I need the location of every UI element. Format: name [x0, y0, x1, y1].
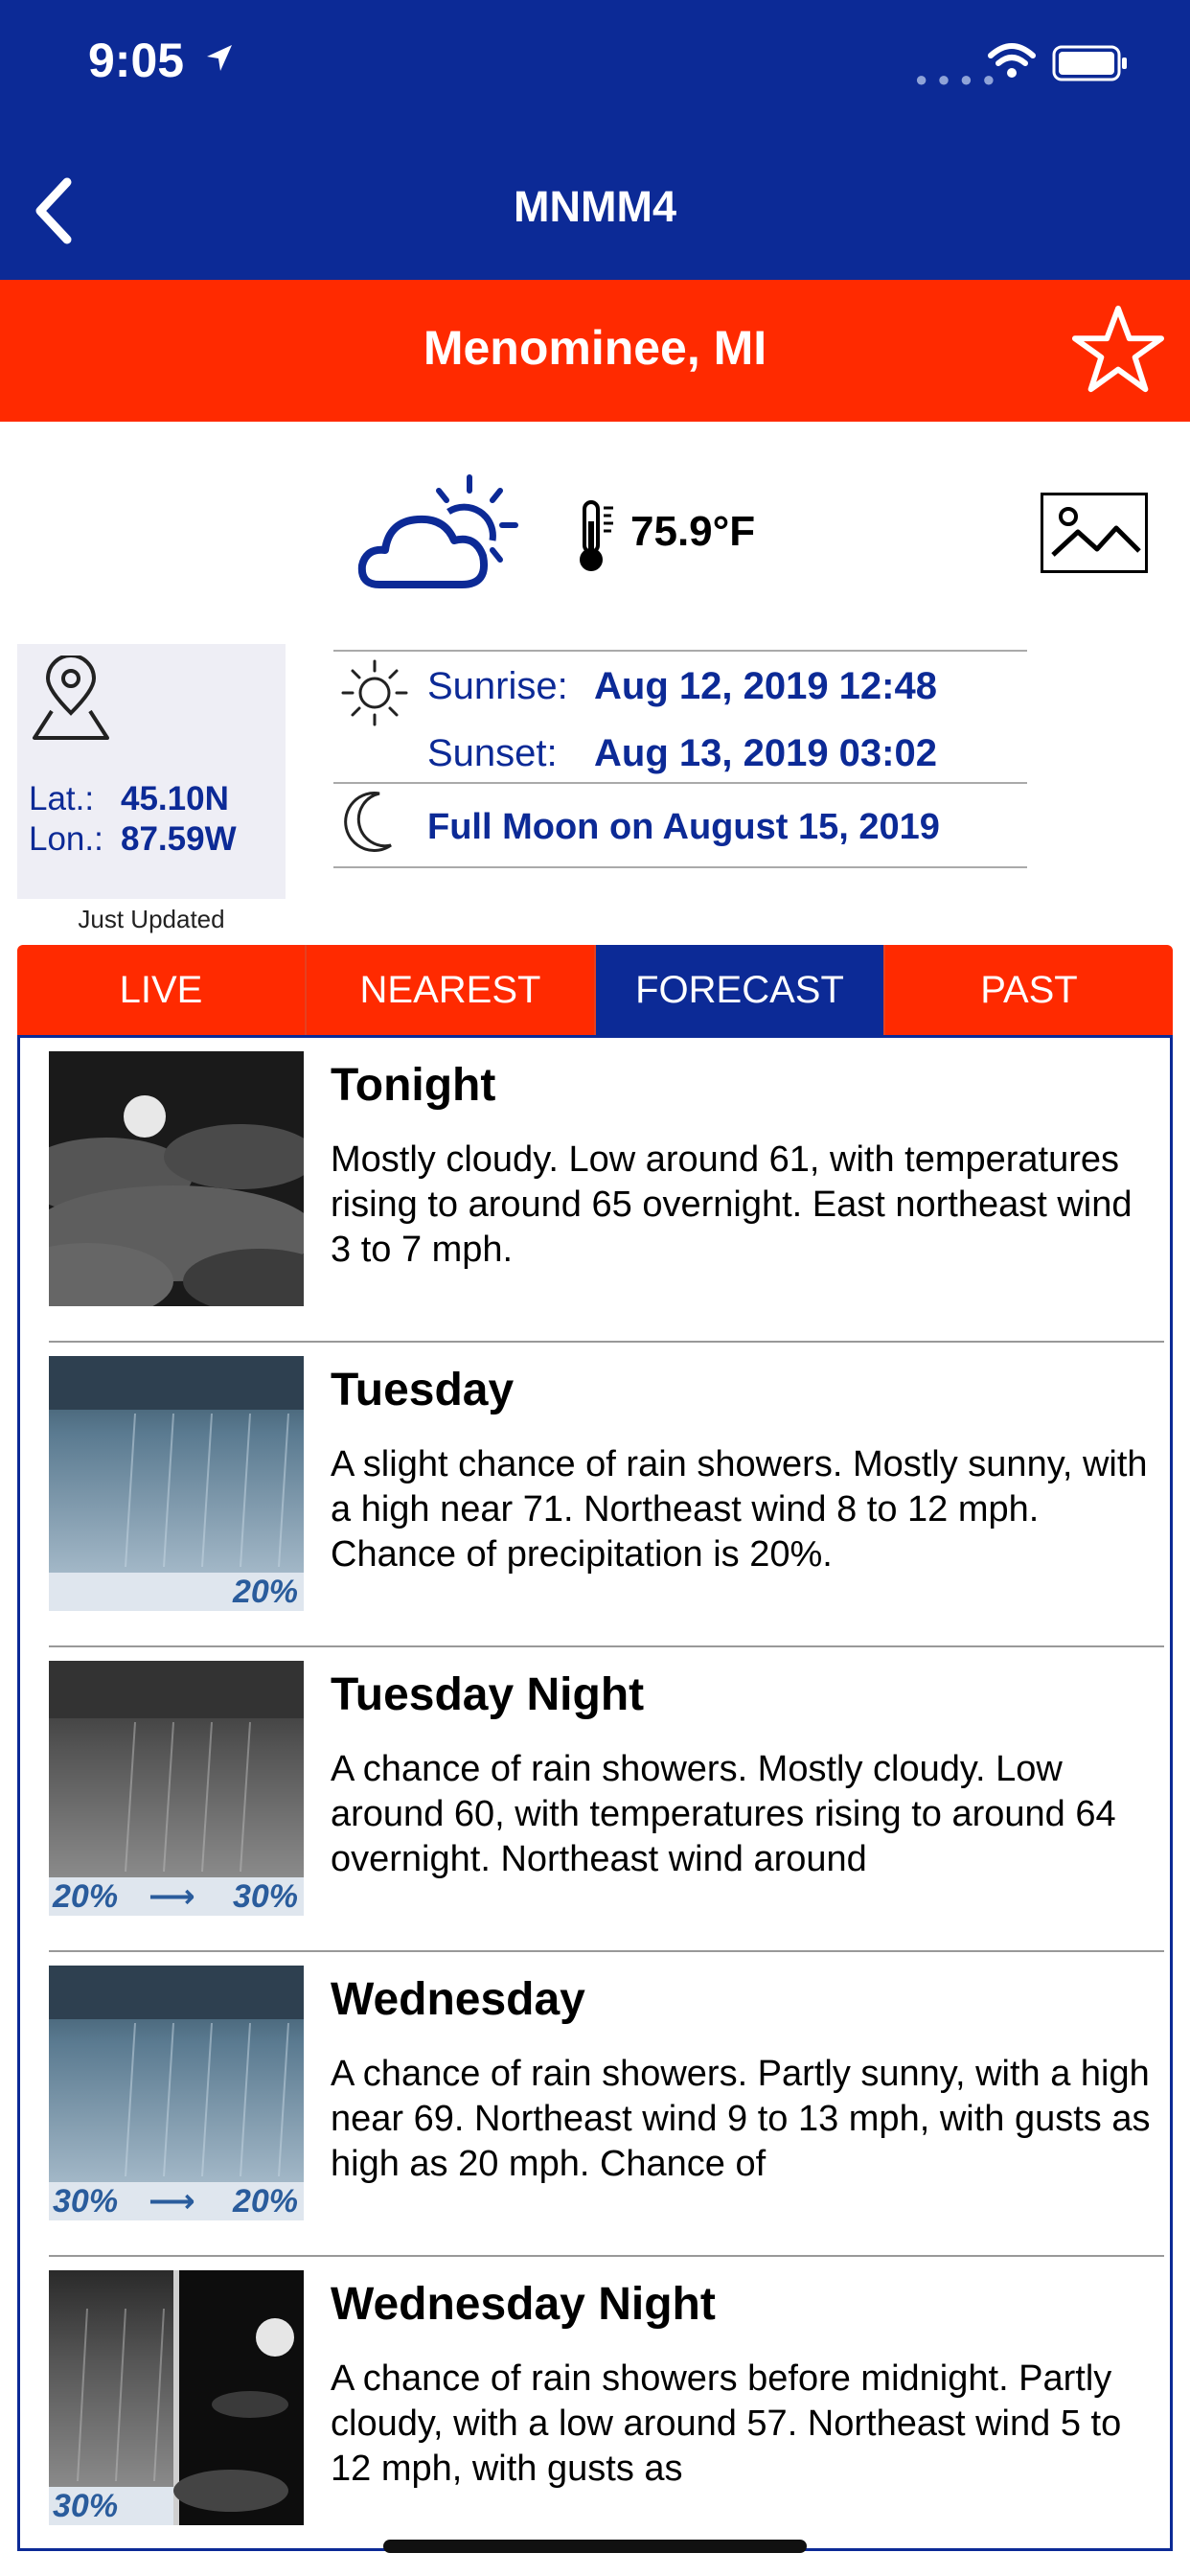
rain-showers-icon: [49, 1966, 304, 2220]
location-title: Menominee, MI: [423, 321, 767, 375]
rain-showers-icon: [49, 1356, 304, 1611]
precip-chance: 30%: [49, 2487, 173, 2525]
home-indicator[interactable]: [383, 2540, 807, 2553]
page-title: MNMM4: [514, 182, 676, 231]
divider: [333, 782, 1027, 784]
forecast-item[interactable]: [49, 1647, 1164, 1952]
station-image-button[interactable]: [1041, 493, 1148, 573]
latitude-value: 45.10N: [121, 780, 229, 817]
divider: [333, 650, 1027, 652]
precip-chance: 20%: [49, 1573, 304, 1611]
rain-showers-night-icon: [49, 1661, 304, 1916]
sunset-value: Aug 13, 2019 03:02: [594, 732, 937, 774]
partly-cloudy-icon: [356, 473, 529, 598]
tab-past[interactable]: PAST: [980, 968, 1078, 1011]
thermometer-icon: [573, 498, 621, 575]
precip-chance: 30% ⟶ 20%: [49, 2182, 304, 2220]
favorite-star-icon[interactable]: [1071, 303, 1165, 397]
forecast-description: A chance of rain showers before midnight. Partly cloudy, with a low around 57. Northeast wind 5 to 12 mph, with gusts as: [331, 2358, 1122, 2489]
status-time: 9:05: [88, 34, 185, 87]
arrow-right-icon: ⟶: [149, 1878, 195, 1915]
forecast-item[interactable]: [49, 2257, 1164, 2551]
forecast-period: Wednesday Night: [331, 2279, 716, 2330]
update-status: Just Updated: [78, 905, 225, 933]
tab-nearest[interactable]: NEAREST: [307, 945, 596, 1035]
sun-icon: [339, 657, 410, 728]
forecast-period: Tonight: [331, 1060, 496, 1111]
forecast-item[interactable]: [49, 1038, 1164, 1343]
forecast-period: Tuesday: [331, 1365, 515, 1415]
precip-chance: 20% ⟶ 30%: [49, 1877, 304, 1916]
forecast-description: A slight chance of rain showers. Mostly sunny, with a high near 71. Northeast wind 8 to 12 mph. Chance of precipitation is 20%.: [331, 1444, 1148, 1575]
forecast-description: A chance of rain showers. Partly sunny, with a high near 69. Northeast wind 9 to 13 mph, with gusts as high as 20 mph. Chance of: [331, 2054, 1151, 2184]
signal-icon: ● ● ● ●: [915, 67, 997, 91]
map-pin-icon: [31, 656, 111, 742]
forecast-list[interactable]: [17, 1035, 1173, 2551]
sunrise-label: Sunrise:: [427, 665, 568, 707]
longitude-value: 87.59W: [121, 820, 237, 858]
battery-icon: [1052, 44, 1131, 82]
divider: [333, 866, 1027, 868]
night-cloudy-icon: [49, 1051, 304, 1306]
location-arrow-icon: [203, 42, 236, 75]
rain-then-clear-night-icon: [49, 2270, 304, 2525]
moon-phase: Full Moon on August 15, 2019: [427, 807, 940, 847]
longitude-label: Lon.:: [29, 820, 103, 858]
latitude-label: Lat.:: [29, 780, 95, 817]
forecast-period: Tuesday Night: [331, 1669, 645, 1720]
forecast-description: A chance of rain showers. Mostly cloudy. Low around 60, with temperatures rising to around 64 overnight. Northeast wind around: [331, 1749, 1116, 1879]
wifi-icon: [987, 42, 1037, 80]
sunrise-value: Aug 12, 2019 12:48: [594, 665, 937, 707]
tab-forecast[interactable]: FORECAST: [596, 945, 885, 1035]
forecast-description: Mostly cloudy. Low around 61, with temperatures rising to around 65 overnight. East northeast wind 3 to 7 mph.: [331, 1139, 1133, 1270]
moon-icon: [341, 788, 399, 855]
current-temperature: 75.9°F: [630, 508, 756, 555]
image-icon: [1043, 495, 1145, 570]
sunset-label: Sunset:: [427, 732, 558, 774]
forecast-item[interactable]: [49, 1952, 1164, 2257]
arrow-right-icon: ⟶: [149, 2183, 195, 2220]
tab-bar: [17, 945, 1173, 1035]
forecast-period: Wednesday: [331, 1974, 585, 2025]
tab-live[interactable]: LIVE: [17, 945, 307, 1035]
forecast-item[interactable]: [49, 1343, 1164, 1647]
